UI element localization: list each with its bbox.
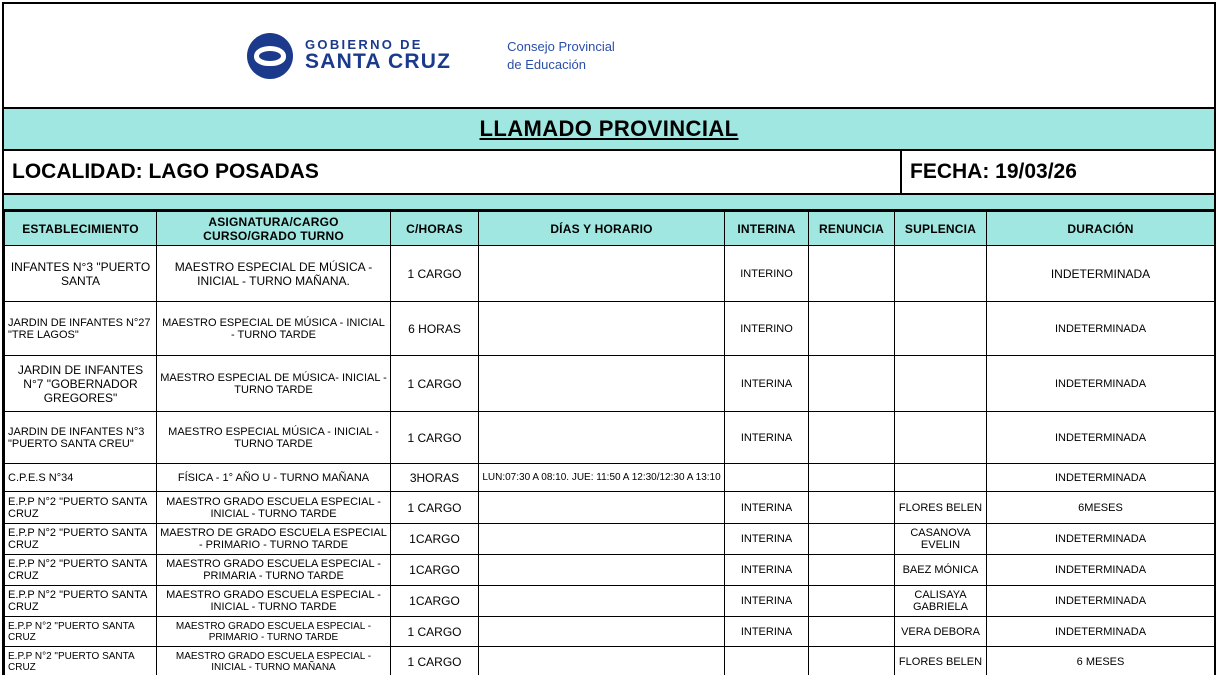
cell-renuncia xyxy=(809,492,895,524)
cell-interina: INTERINA xyxy=(725,492,809,524)
table-row xyxy=(5,524,1215,555)
cpe-line-2: de Educación xyxy=(507,56,586,72)
cell-interina: INTERINA xyxy=(725,555,809,586)
cell-dias xyxy=(479,617,725,647)
cell-asignatura: MAESTRO GRADO ESCUELA ESPECIAL - INICIAL - TURNO MAÑANA xyxy=(157,647,391,675)
cell-duracion: INDETERMINADA xyxy=(987,302,1215,356)
table-header-row xyxy=(5,212,1215,246)
cell-duracion: INDETERMINADA xyxy=(987,464,1215,492)
table-row xyxy=(5,617,1215,647)
cell-interina: INTERINA xyxy=(725,617,809,647)
cell-establecimiento: JARDIN DE INFANTES N°3 "PUERTO SANTA CREU" xyxy=(5,412,157,464)
cell-dias: LUN:07:30 A 08:10. JUE: 11:50 A 12:30/12:30 A 13:10 xyxy=(479,464,725,492)
cell-asignatura: MAESTRO ESPECIAL DE MÚSICA - INICIAL - TURNO MAÑANA. xyxy=(157,246,391,302)
cell-renuncia xyxy=(809,555,895,586)
table-row xyxy=(5,647,1215,675)
cell-asignatura: MAESTRO GRADO ESCUELA ESPECIAL - INICIAL - TURNO TARDE xyxy=(157,492,391,524)
cell-interina: INTERINA xyxy=(725,412,809,464)
cell-duracion: INDETERMINADA xyxy=(987,356,1215,412)
cell-duracion: INDETERMINADA xyxy=(987,586,1215,617)
cell-interina: INTERINO xyxy=(725,246,809,302)
cell-choras: 1 CARGO xyxy=(391,492,479,524)
col-duracion: DURACIÓN xyxy=(987,212,1215,246)
cell-duracion: INDETERMINADA xyxy=(987,412,1215,464)
cell-interina xyxy=(725,647,809,675)
col-asignatura xyxy=(157,212,391,246)
government-logo xyxy=(247,33,615,79)
col-asignatura-line-1: ASIGNATURA/CARGO xyxy=(208,214,339,229)
cell-renuncia xyxy=(809,246,895,302)
cell-choras: 1 CARGO xyxy=(391,647,479,675)
cell-interina xyxy=(725,464,809,492)
cell-suplencia xyxy=(895,302,987,356)
table-row xyxy=(5,492,1215,524)
cell-duracion: 6 MESES xyxy=(987,647,1215,675)
cell-suplencia xyxy=(895,356,987,412)
table-row xyxy=(5,586,1215,617)
cell-renuncia xyxy=(809,412,895,464)
locality-label: LOCALIDAD: LAGO POSADAS xyxy=(12,160,319,183)
cell-interina: INTERINO xyxy=(725,302,809,356)
cell-establecimiento: JARDIN DE INFANTES N°7 "GOBERNADOR GREGORES" xyxy=(5,356,157,412)
government-wordmark xyxy=(305,38,451,73)
cell-duracion: INDETERMINADA xyxy=(987,555,1215,586)
cell-duracion: INDETERMINADA xyxy=(987,617,1215,647)
document-title-row xyxy=(4,109,1214,151)
cell-choras: 6 HORAS xyxy=(391,302,479,356)
cell-establecimiento: E.P.P N°2 "PUERTO SANTA CRUZ xyxy=(5,617,157,647)
cell-establecimiento: E.P.P N°2 "PUERTO SANTA CRUZ xyxy=(5,586,157,617)
cell-suplencia xyxy=(895,246,987,302)
cell-renuncia xyxy=(809,524,895,555)
cell-suplencia xyxy=(895,412,987,464)
cell-asignatura: MAESTRO ESPECIAL DE MÚSICA - INICIAL - TURNO TARDE xyxy=(157,302,391,356)
cell-establecimiento: JARDIN DE INFANTES N°27 "TRE LAGOS" xyxy=(5,302,157,356)
document-sheet xyxy=(2,2,1216,675)
cell-choras: 1 CARGO xyxy=(391,412,479,464)
cell-establecimiento: E.P.P N°2 "PUERTO SANTA CRUZ xyxy=(5,492,157,524)
col-dias-horario: DÍAS Y HORARIO xyxy=(479,212,725,246)
table-row xyxy=(5,356,1215,412)
col-renuncia: RENUNCIA xyxy=(809,212,895,246)
cell-duracion: INDETERMINADA xyxy=(987,246,1215,302)
cell-dias xyxy=(479,524,725,555)
cell-suplencia: BAEZ MÓNICA xyxy=(895,555,987,586)
cell-suplencia: CALISAYA GABRIELA xyxy=(895,586,987,617)
table-row xyxy=(5,412,1215,464)
cell-dias xyxy=(479,246,725,302)
cell-establecimiento: E.P.P N°2 "PUERTO SANTA CRUZ xyxy=(5,647,157,675)
cell-choras: 1CARGO xyxy=(391,586,479,617)
cell-renuncia xyxy=(809,464,895,492)
cell-suplencia: FLORES BELEN xyxy=(895,492,987,524)
cell-choras: 1CARGO xyxy=(391,524,479,555)
table-row xyxy=(5,246,1215,302)
table-row xyxy=(5,555,1215,586)
gob-line-1: GOBIERNO DE xyxy=(305,37,423,53)
date-label: FECHA: 19/03/26 xyxy=(900,151,1214,193)
cell-duracion: 6MESES xyxy=(987,492,1215,524)
accent-spacer xyxy=(4,195,1214,211)
santa-cruz-crest-icon xyxy=(247,33,293,79)
vacancies-table xyxy=(4,211,1215,675)
cell-interina: INTERINA xyxy=(725,356,809,412)
cell-dias xyxy=(479,555,725,586)
cell-dias xyxy=(479,492,725,524)
cell-asignatura: MAESTRO GRADO ESCUELA ESPECIAL - PRIMARIO - TURNO TARDE xyxy=(157,617,391,647)
table-row xyxy=(5,302,1215,356)
locality-date-row xyxy=(4,151,1214,195)
col-asignatura-line-2: CURSO/GRADO TURNO xyxy=(203,228,344,243)
cell-renuncia xyxy=(809,647,895,675)
cell-suplencia xyxy=(895,464,987,492)
cell-duracion: INDETERMINADA xyxy=(987,524,1215,555)
cell-suplencia: VERA DEBORA xyxy=(895,617,987,647)
cell-asignatura: MAESTRO ESPECIAL DE MÚSICA- INICIAL - TURNO TARDE xyxy=(157,356,391,412)
cell-asignatura: FÍSICA - 1° AÑO U - TURNO MAÑANA xyxy=(157,464,391,492)
cell-interina: INTERINA xyxy=(725,586,809,617)
cell-dias xyxy=(479,647,725,675)
cell-dias xyxy=(479,302,725,356)
cell-choras: 1 CARGO xyxy=(391,246,479,302)
cell-renuncia xyxy=(809,617,895,647)
cell-asignatura: MAESTRO DE GRADO ESCUELA ESPECIAL - PRIMARIO - TURNO TARDE xyxy=(157,524,391,555)
cell-asignatura: MAESTRO GRADO ESCUELA ESPECIAL - INICIAL - TURNO TARDE xyxy=(157,586,391,617)
cell-dias xyxy=(479,356,725,412)
col-establecimiento: ESTABLECIMIENTO xyxy=(5,212,157,246)
cell-establecimiento: INFANTES N°3 "PUERTO SANTA xyxy=(5,246,157,302)
document-header xyxy=(4,4,1214,109)
council-wordmark xyxy=(507,38,615,73)
cell-choras: 1CARGO xyxy=(391,555,479,586)
gob-line-2: SANTA CRUZ xyxy=(305,50,452,74)
cell-choras: 1 CARGO xyxy=(391,617,479,647)
cell-asignatura: MAESTRO GRADO ESCUELA ESPECIAL - PRIMARIA - TURNO TARDE xyxy=(157,555,391,586)
col-interina: INTERINA xyxy=(725,212,809,246)
col-suplencia: SUPLENCIA xyxy=(895,212,987,246)
cell-interina: INTERINA xyxy=(725,524,809,555)
cpe-line-1: Consejo Provincial xyxy=(507,38,615,54)
cell-choras: 1 CARGO xyxy=(391,356,479,412)
cell-renuncia xyxy=(809,302,895,356)
cell-dias xyxy=(479,586,725,617)
table-row xyxy=(5,464,1215,492)
cell-renuncia xyxy=(809,586,895,617)
cell-asignatura: MAESTRO ESPECIAL MÚSICA - INICIAL - TURNO TARDE xyxy=(157,412,391,464)
cell-suplencia: FLORES BELEN xyxy=(895,647,987,675)
page-title: LLAMADO PROVINCIAL xyxy=(479,116,739,141)
cell-establecimiento: E.P.P N°2 "PUERTO SANTA CRUZ xyxy=(5,524,157,555)
cell-renuncia xyxy=(809,356,895,412)
cell-suplencia: CASANOVA EVELIN xyxy=(895,524,987,555)
col-choras: C/HORAS xyxy=(391,212,479,246)
cell-choras: 3HORAS xyxy=(391,464,479,492)
cell-dias xyxy=(479,412,725,464)
cell-establecimiento: C.P.E.S N°34 xyxy=(5,464,157,492)
cell-establecimiento: E.P.P N°2 "PUERTO SANTA CRUZ xyxy=(5,555,157,586)
